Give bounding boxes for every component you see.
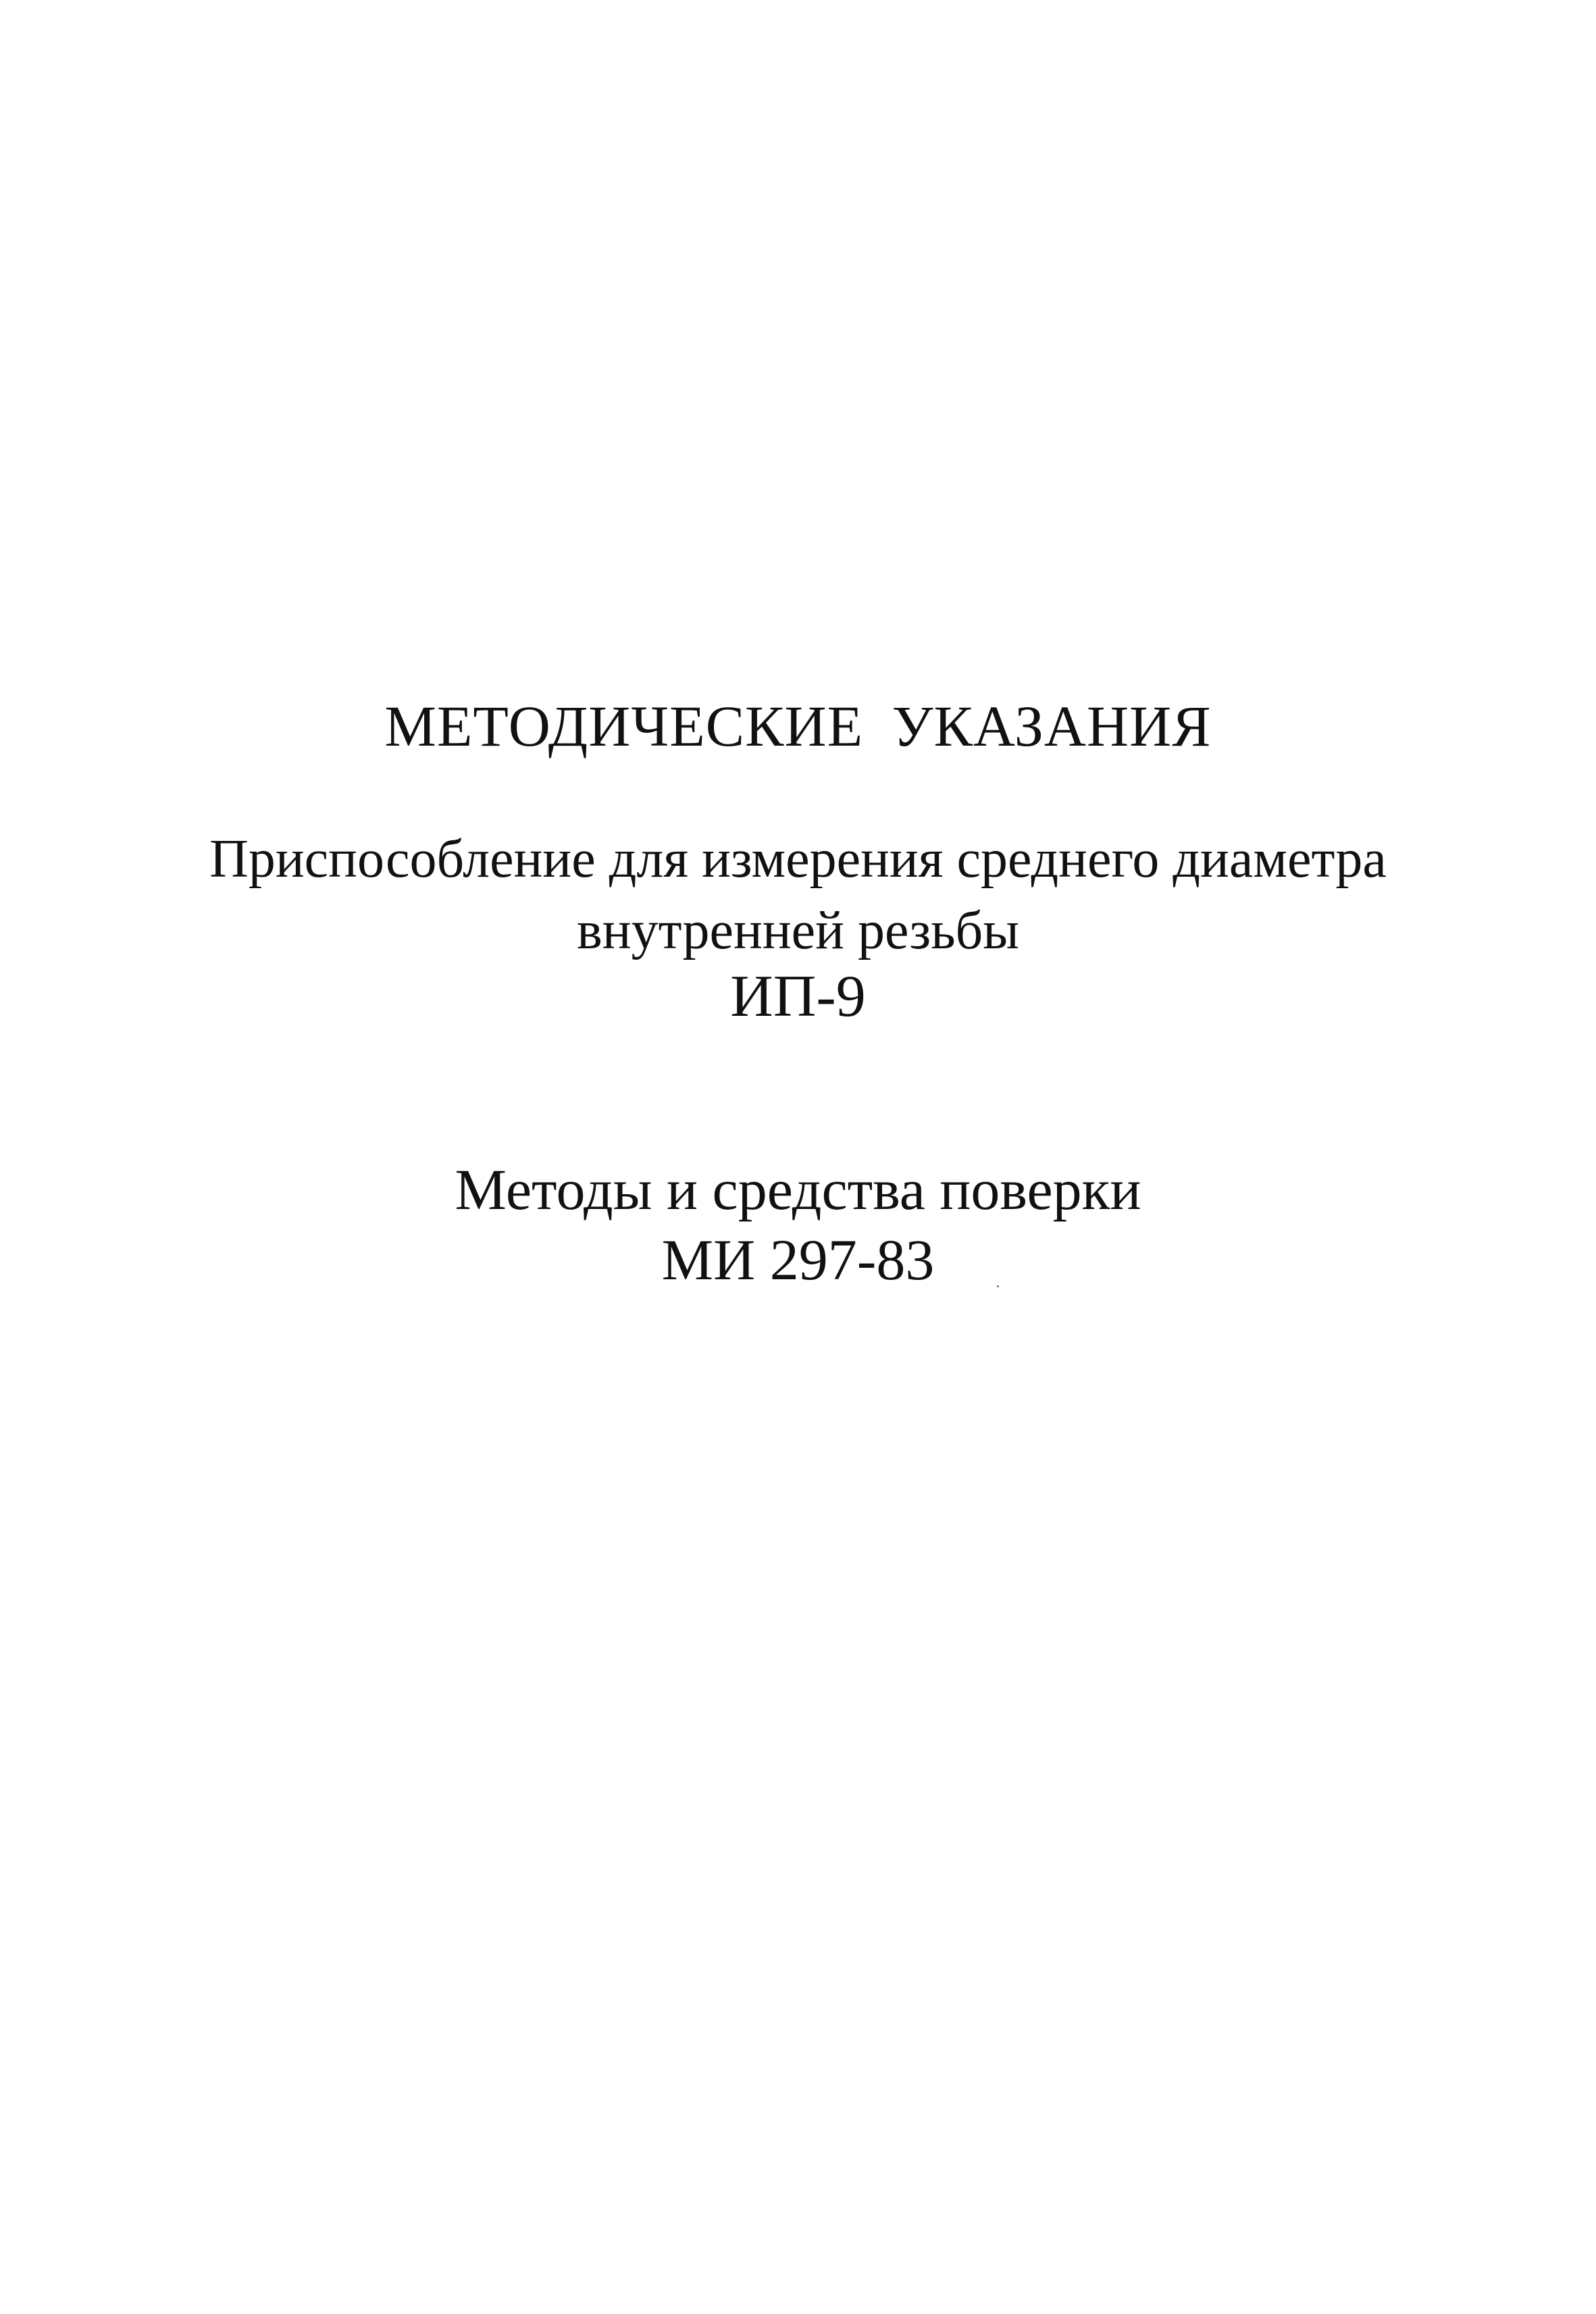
document-code: МИ 297-83: [661, 1227, 935, 1292]
document-heading: МЕТОДИЧЕСКИЕ УКАЗАНИЯ: [384, 694, 1212, 759]
scan-speck: [997, 1285, 999, 1287]
document-subtitle-line-1: Приспособление для измерения среднего диаметра: [209, 829, 1387, 889]
document-subtitle-line-2: внутренней резьбы: [577, 901, 1019, 960]
methods-title: Методы и средства поверки: [455, 1157, 1141, 1222]
device-designation: ИП-9: [730, 964, 866, 1029]
